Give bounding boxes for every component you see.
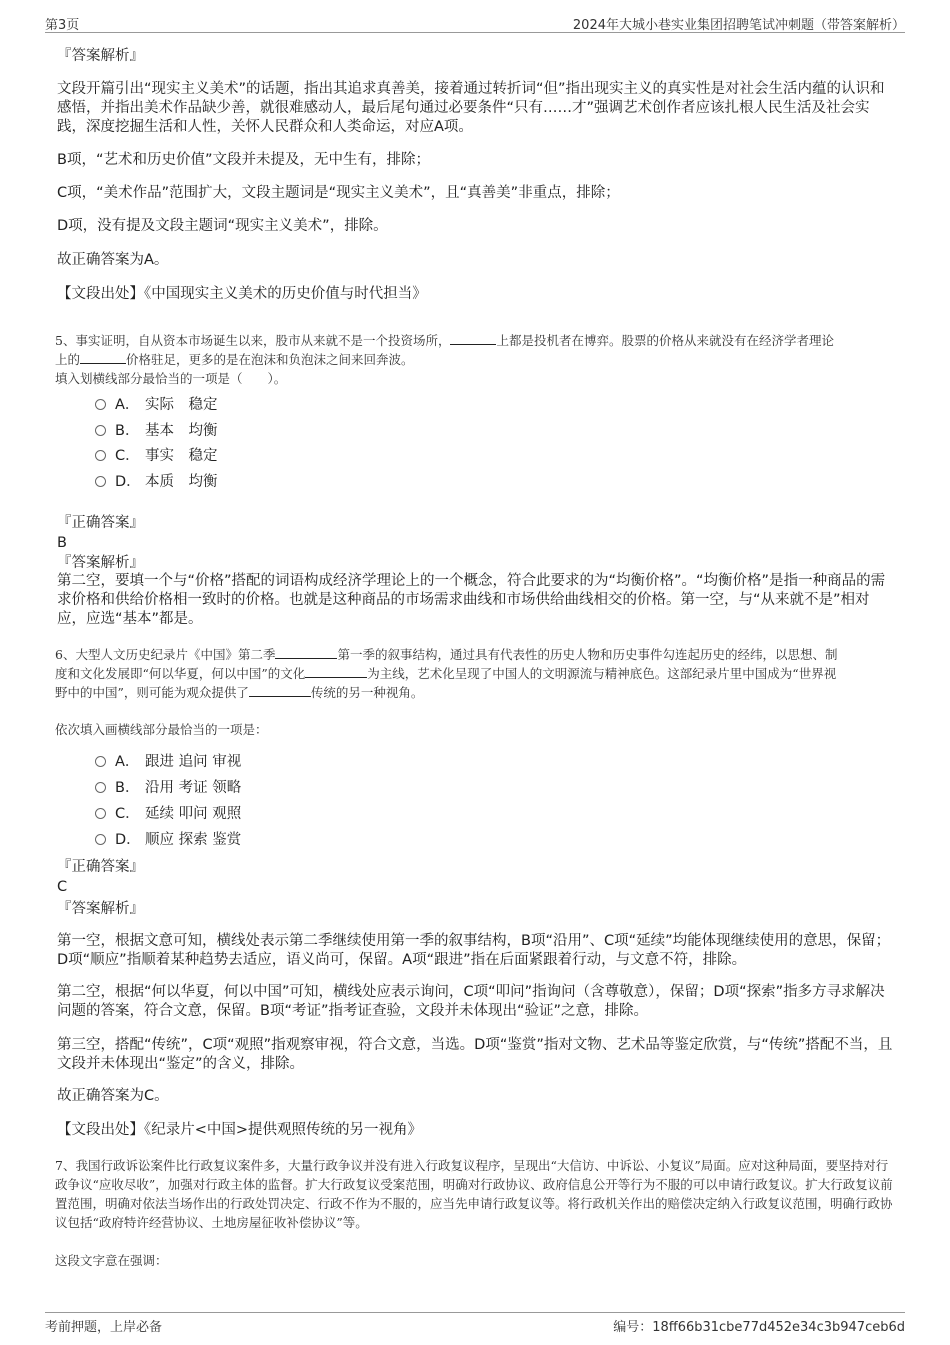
q6-option-c[interactable]: C． 延续 叩问 观照 — [95, 804, 241, 824]
q6-stem — [55, 645, 895, 702]
q5-option-b[interactable]: B． 基本 均衡 — [95, 421, 218, 441]
q5-option-a[interactable]: A． 实际 稳定 — [95, 395, 218, 415]
q5-stem-part: 价格驻足，更多的是在泡沫和负泡沫之间来回奔波。 — [126, 352, 414, 367]
q5-option-c[interactable]: C． 事实 稳定 — [95, 446, 218, 466]
code-label: 编号： — [613, 1320, 653, 1335]
q5-stem — [55, 331, 895, 388]
q6-option-b[interactable]: B． 沿用 考证 领略 — [95, 778, 241, 798]
footer-slogan: 考前押题，上岸必备 — [45, 1320, 163, 1335]
q6-stem-part: 野中的中国”，则可能为观众提供了 — [55, 685, 249, 700]
radio-circle-icon[interactable] — [95, 756, 106, 767]
q7-prompt: 这段文字意在强调： — [55, 1253, 168, 1268]
q5-prompt: 填入划横线部分最恰当的一项是（ ）。 — [55, 371, 287, 386]
q6-explain-p1: 第一空，根据文意可知，横线处表示第二季继续使用第一季的叙事结构，B项“沿用”、C项“延续”均能体现继续使用的意思，保留；D项“顺应”指顺着某种趋势去适应，语义尚可，保留。A项“跟进”指在后面紧跟着行动，与文意不符，排除。 — [57, 933, 891, 968]
q7-stem: 7、我国行政诉讼案件比行政复议案件多，大量行政争议并没有进入行政复议程序，呈现出“大信访、中诉讼、小复议”局面。应对这种局面，要坚持对行政争议“应收尽收”，加强对行政主体的监督。扩大行政复议受案范围，明确对行政协议、政府信息公开等行为不服的可以申请行政复议。扩大行政复议前置范围，明确对依法当场作出的行政处罚决定、行政不作为不服的，应当先申请行政复议等。将行政机关作出的赔偿决定纳入行政复议范围，明确行政协议包括“政府特许经营协议、土地房屋征收补偿协议”等。 — [55, 1158, 893, 1230]
q6-conclusion: 故正确答案为C。 — [57, 1088, 169, 1104]
q5-stem-part: 上都是投机者在博弈。股票的价格从来就没有在经济学者理论 — [496, 333, 834, 348]
q5-blank-1 — [450, 332, 496, 345]
q6-prompt: 依次填入画横线部分最恰当的一项是： — [55, 722, 268, 737]
q6-blank-1 — [275, 646, 337, 659]
q6-source: 【文段出处】《纪录片<中国>提供观照传统的另一视角》 — [57, 1122, 423, 1138]
radio-circle-icon[interactable] — [95, 476, 106, 487]
q6-stem-part: 度和文化发展即“何以华夏，何以中国”的文化 — [55, 666, 306, 681]
q4-explain-heading: 『答案解析』 — [57, 48, 144, 64]
q6-answer: C — [57, 879, 68, 895]
q4-explain-p2: B项，“艺术和历史价值”文段并未提及，无中生有，排除； — [57, 152, 430, 168]
q5-explain-heading: 『答案解析』 — [57, 555, 144, 571]
page-number: 第3页 — [45, 18, 80, 33]
code-value: 18ff66b31cbe77d452e34c3b947ceb6d — [652, 1320, 905, 1335]
radio-circle-icon[interactable] — [95, 450, 106, 461]
q4-explain-p1: 文段开篇引出“现实主义美术”的话题，指出其追求真善美，接着通过转折词“但”指出现实主义的真实性是对社会生活内蕴的认识和感悟，并指出美术作品缺少善，就很难感动人，最后尾句通过必要条件“只有……才”强调艺术创作者应该扎根人民生活及社会实践，深度挖掘生活和人性，关怀人民群众和人类命运，对应A项。 — [57, 81, 885, 135]
q6-answer-heading: 『正确答案』 — [57, 859, 144, 875]
radio-circle-icon[interactable] — [95, 425, 106, 436]
q5-answer: B — [57, 535, 67, 551]
q5-stem-part: 5、事实证明，自从资本市场诞生以来，股市从来就不是一个投资场所， — [55, 333, 451, 348]
q6-explain-p3: 第三空，搭配“传统”，C项“观照”指观察审视，符合文意，当选。D项“鉴赏”指对文物、艺术品等鉴定欣赏，与“传统”搭配不当，且文段并未体现出“鉴定”的含义，排除。 — [57, 1037, 893, 1072]
q6-stem-part: 传统的另一种视角。 — [310, 685, 424, 700]
page-footer — [45, 1312, 905, 1335]
q6-explain-heading: 『答案解析』 — [57, 901, 144, 917]
q6-option-a[interactable]: A． 跟进 追问 审视 — [95, 752, 241, 772]
q6-explain-p2: 第二空，根据“何以华夏，何以中国”可知，横线处应表示询问，C项“叩问”指询问（含尊敬意），保留；D项“探索”指多方寻求解决问题的答案，符合文意，保留。B项“考证”指考证查验，文段并未体现出“验证”之意，排除。 — [57, 984, 885, 1019]
page-header — [45, 12, 905, 33]
q5-stem-part: 上的 — [55, 352, 81, 367]
q6-blank-3 — [249, 684, 311, 697]
q5-explain: 第二空，要填一个与“价格”搭配的词语构成经济学理论上的一个概念，符合此要求的为“均衡价格”。“均衡价格”是指一种商品的需求价格和供给价格相一致时的价格。也就是这种商品的市场需求曲线和市场供给曲线相交的价格。第一空，与“从来就不是”相对应，应选“基本”都是。 — [57, 573, 886, 627]
q5-answer-heading: 『正确答案』 — [57, 515, 144, 531]
document-code — [613, 1316, 905, 1335]
q4-conclusion: 故正确答案为A。 — [57, 252, 169, 268]
q6-stem-part: 6、大型人文历史纪录片《中国》第二季 — [55, 647, 276, 662]
q4-explain-p4: D项，没有提及文段主题词“现实主义美术”，排除。 — [57, 218, 388, 234]
document-title: 2024年大城小巷实业集团招聘笔试冲刺题（带答案解析） — [572, 18, 905, 33]
radio-circle-icon[interactable] — [95, 808, 106, 819]
q5-option-d[interactable]: D． 本质 均衡 — [95, 472, 218, 492]
q6-option-d[interactable]: D． 顺应 探索 鉴赏 — [95, 830, 241, 850]
radio-circle-icon[interactable] — [95, 834, 106, 845]
q6-blank-2 — [305, 665, 367, 678]
q4-explain-p3: C项，“美术作品”范围扩大，文段主题词是“现实主义美术”，且“真善美”非重点，排除； — [57, 185, 620, 201]
radio-circle-icon[interactable] — [95, 399, 106, 410]
q4-source: 【文段出处】《中国现实主义美术的历史价值与时代担当》 — [57, 286, 427, 302]
q6-stem-part: 为主线，艺术化呈现了中国人的文明源流与精神底色。这部纪录片里中国成为“世界视 — [367, 666, 837, 681]
q6-stem-part: 第一季的叙事结构，通过具有代表性的历史人物和历史事件勾连起历史的经纬，以思想、制 — [337, 647, 838, 662]
radio-circle-icon[interactable] — [95, 782, 106, 793]
q5-blank-2 — [80, 351, 126, 364]
